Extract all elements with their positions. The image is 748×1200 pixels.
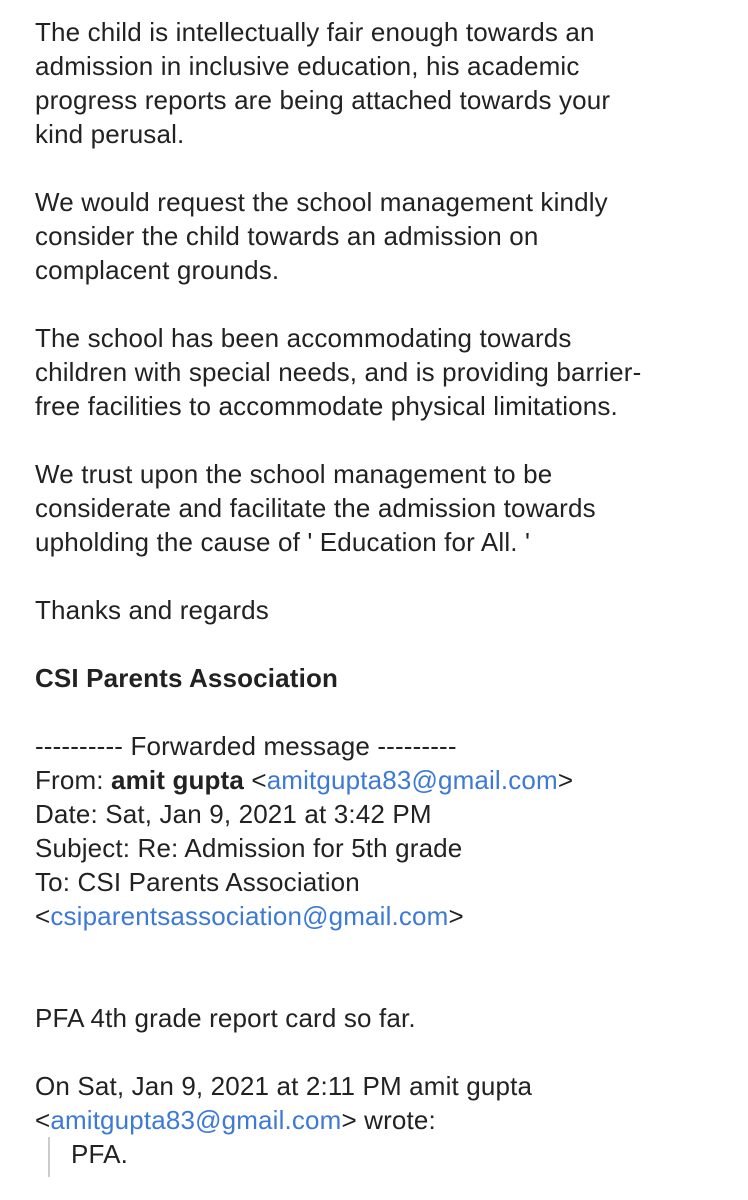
text-line: consider the child towards an admission on xyxy=(35,221,539,251)
quoted-message xyxy=(48,1137,718,1177)
sender-email-link[interactable]: amitgupta83@gmail.com xyxy=(266,765,558,795)
quoted-text: PFA. xyxy=(71,1139,128,1169)
body-paragraph-2 xyxy=(35,185,718,287)
to-line: To: CSI Parents Association xyxy=(35,867,360,897)
text-line: progress reports are being attached towards your xyxy=(35,85,611,115)
body-paragraph-1 xyxy=(35,15,718,151)
quote-email-line: <amitgupta83@gmail.com> wrote: xyxy=(35,1105,436,1135)
body-paragraph-4 xyxy=(35,457,718,559)
quote-attribution-line: On Sat, Jan 9, 2021 at 2:11 PM amit gupta xyxy=(35,1071,533,1101)
text-line: admission in inclusive education, his academic xyxy=(35,51,580,81)
sender-name: amit gupta xyxy=(111,765,244,795)
subject-line: Subject: Re: Admission for 5th grade xyxy=(35,833,463,863)
text-line: free facilities to accommodate physical limitations. xyxy=(35,391,618,421)
closing-text: Thanks and regards xyxy=(35,595,269,625)
text-line: upholding the cause of ' Education for All. ' xyxy=(35,527,531,557)
quote-attribution xyxy=(35,1069,718,1137)
date-line: Date: Sat, Jan 9, 2021 at 3:42 PM xyxy=(35,799,432,829)
text-line: We trust upon the school management to be xyxy=(35,459,553,489)
spacer xyxy=(35,933,718,1001)
quote-suffix: wrote: xyxy=(356,1105,436,1135)
text-line: The child is intellectually fair enough towards an xyxy=(35,17,595,47)
forwarded-header: ---------- Forwarded message --------- xyxy=(35,731,457,761)
forwarded-message-header-block xyxy=(35,729,718,933)
text-line: children with special needs, and is providing barrier- xyxy=(35,357,642,387)
recipient-email-link[interactable]: csiparentsassociation@gmail.com xyxy=(50,901,449,931)
text-line: We would request the school management kindly xyxy=(35,187,608,217)
forwarded-body-text: PFA 4th grade report card so far. xyxy=(35,1003,416,1033)
text-line: complacent grounds. xyxy=(35,255,280,285)
from-label: From: xyxy=(35,765,112,795)
text-line: The school has been accommodating towards xyxy=(35,323,572,353)
body-paragraph-3 xyxy=(35,321,718,423)
text-line: kind perusal. xyxy=(35,119,185,149)
signature: CSI Parents Association xyxy=(35,663,339,693)
text-line: considerate and facilitate the admission towards xyxy=(35,493,596,523)
quoted-sender-email-link[interactable]: amitgupta83@gmail.com xyxy=(50,1105,342,1135)
from-line: From: amit gupta <amitgupta83@gmail.com> xyxy=(35,765,574,795)
to-email-line: <csiparentsassociation@gmail.com> xyxy=(35,901,464,931)
